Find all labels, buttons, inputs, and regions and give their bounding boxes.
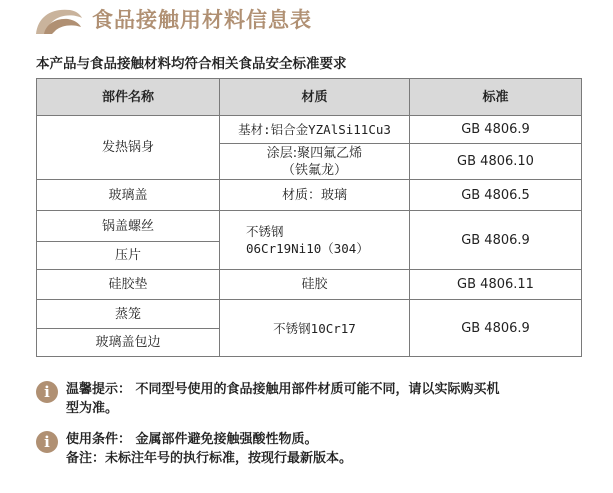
brand-logo-icon [30,2,86,36]
material-steel-304 [220,211,410,270]
material-coating-line1: 涂层:聚四氟乙烯 [266,145,363,161]
header-part-name: 部件名称 [37,79,220,116]
standard-steel-304: GB 4806.9 [410,211,582,270]
table-row [37,211,582,242]
part-silicone-pad: 硅胶垫 [37,270,220,300]
material-steel-line2: 06Cr19Ni10（304） [246,241,369,256]
part-glass-lid: 玻璃盖 [37,180,220,211]
material-steel-10cr17: 不锈钢10Cr17 [220,300,410,357]
material-table [36,78,582,357]
material-coating-line2: （铁氟龙） [281,162,347,178]
table-row [37,180,582,211]
standard-coating: GB 4806.10 [410,144,582,180]
header-standard: 标准 [410,79,582,116]
part-steamer: 蒸笼 [37,300,220,329]
table-row [37,300,582,329]
usage-note [36,430,352,468]
standard-glass: GB 4806.5 [410,180,582,211]
info-icon: i [36,381,58,403]
table-row [37,116,582,144]
usage-text: 使用条件： 金属部件避免接触强酸性物质。 [66,432,318,447]
header [30,2,312,36]
standard-steel-10cr17: GB 4806.9 [410,300,582,357]
header-material: 材质 [220,79,410,116]
material-glass: 材质：玻璃 [220,180,410,211]
material-base: 基材:铝合金YZAlSi11Cu3 [220,116,410,144]
part-pot-body: 发热锅身 [37,116,220,180]
table-row [37,270,582,300]
tip-text-line1: 温馨提示： 不同型号使用的食品接触用部件材质可能不同，请以实际购买机 [66,382,500,397]
page-title: 食品接触用材料信息表 [92,8,312,32]
tip-note [36,380,500,418]
material-coating [220,144,410,180]
part-lid-screw: 锅盖螺丝 [37,211,220,242]
part-lid-edge: 玻璃盖包边 [37,329,220,357]
page-subtitle: 本产品与食品接触材料均符合相关食品安全标准要求 [36,56,347,72]
standard-base: GB 4806.9 [410,116,582,144]
remark-text: 备注：未标注年号的执行标准，按现行最新版本。 [66,451,353,466]
standard-silicone: GB 4806.11 [410,270,582,300]
info-icon: i [36,431,58,453]
material-silicone: 硅胶 [220,270,410,300]
table-header-row [37,79,582,116]
part-press-plate: 压片 [37,242,220,270]
tip-text-line2: 型为准。 [66,401,119,416]
material-steel-line1: 不锈钢 [246,224,284,239]
